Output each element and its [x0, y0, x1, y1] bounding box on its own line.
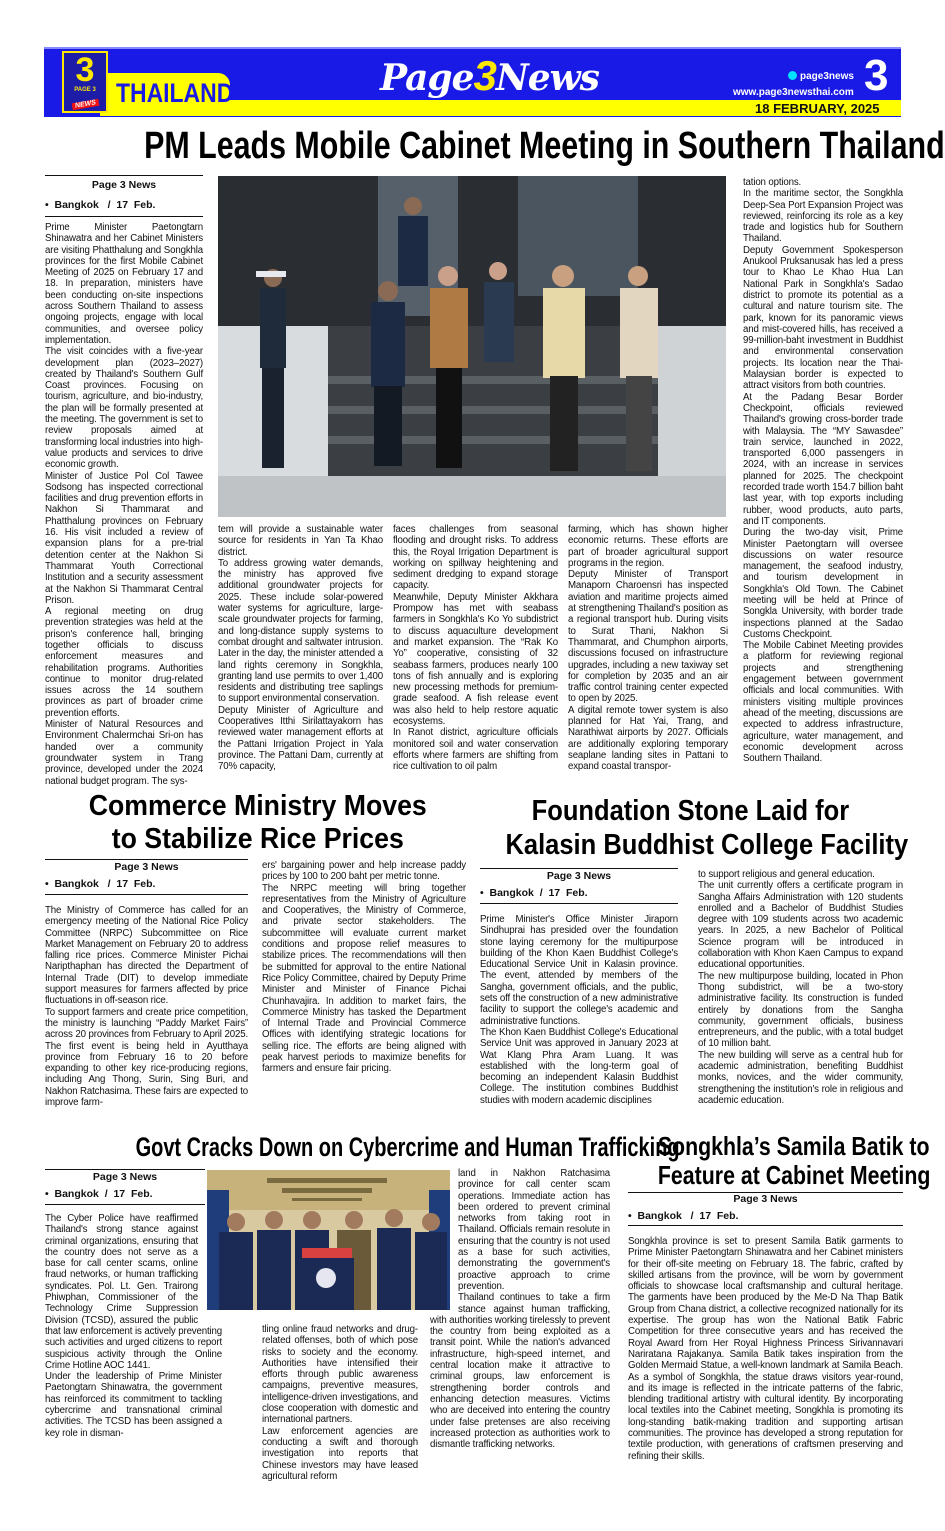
paragraph: faces challenges from seasonal flooding and drought risks. To address this, the Royal Irrigation Department is working on spillway heightening and sediment dredging to expand storage capacity. [393, 524, 558, 592]
paragraph: At the Padang Besar Border Checkpoint, officials reviewed Thailand's growing cross-border trade with Malaysia. The “MY Sawasdee” train service, launched in 2022, transported 6,000 passengers in 2024, with an increase in services planned for 2025. The checkpoint recorded trade worth 154.7 billion baht last year, with top exports including rubber, wood products, auto parts, and IT components. [743, 391, 903, 527]
byline: Page 3 News • Bangkok / 17 Feb. [45, 859, 248, 895]
paragraph: Under the leadership of Prime Minister Paetongtarn Shinawatra, the government has reinforced its commitment to tackling cybercrime and transnational criminal activities. The TCSD has been assigned a key role in disman- [45, 1371, 222, 1439]
cabinet-photo [218, 176, 726, 517]
paragraph: to support religious and general education. [698, 869, 875, 880]
headline-rice: Commerce Ministry Moves to Stabilize Rice Prices [88, 790, 427, 855]
photo-wrap-spacer [430, 1168, 458, 1308]
paragraph: The Khon Kaen Buddhist College's Educational Service Unit was approved in January 2023 at Wat Klang Phra Aram Luang. It was established with the long-term goal of becoming an independent Kalasin Buddhist College. The institution combines Buddhist studies with modern academic disciplines [480, 1026, 678, 1106]
paragraph: land in Nakhon Ratchasima province for call center scam operations. Immediate action has been ordered to prevent criminal networks from taking root in Thailand. Officials remain resolute in ensuring that the country is not used as a base for such activities, demonstrating the government's proactive approach to crime prevention. [458, 1168, 610, 1292]
paragraph: During the two-day visit, Prime Minister Paetongtarn will oversee discussions on water resource management, the seafood industry, and tourism development in Songkhla's Old Town. The Cabinet meeting will be held at Prince of Songkla University, with border trade inspections planned at the Sadao Customs Checkpoint. [743, 527, 903, 640]
social-handle[interactable]: page3news [788, 71, 854, 82]
headline-college: Foundation Stone Laid for Kalasin Buddhist College Facility [505, 795, 909, 861]
article-column [393, 524, 558, 773]
paragraph: The new building will serve as a central hub for academic administration, benefiting Buddhist monks, novices, and the wider community, strengthening the institution's role in religious and academic education. [698, 1049, 903, 1106]
paragraph: To address growing water demands, the ministry has approved five additional groundwater projects for 2025. These include solar-powered water systems for agriculture, large-scale groundwater projects for farming, and long-distance supply systems to combat drought and saltwater intrusion. Later in the day, the minister attended a land rights ceremony in Songkhla, granting land use permits to over 1,400 residents and distributing tree saplings to support environmental conservation. [218, 557, 383, 705]
article-column [262, 1324, 418, 1482]
paragraph: To support farmers and create price competition, the ministry is launching “Paddy Market Fairs” across 20 provinces from February to April 2025. The first event is being held in Ayutthaya province from February 16 to 20 before expanding to other key rice-producing regions, including Ang Thong, Surin, Sing Buri, and Nakhon Ratchasima. These fairs are expected to improve farm- [45, 1006, 248, 1109]
paragraph: In Ranot district, agriculture officials monitored soil and water conservation efforts where farmers are shifting from rice cultivation to oil palm [393, 727, 558, 773]
social-icon [788, 71, 797, 80]
paragraph: tation options. [743, 177, 802, 188]
article-column [262, 860, 466, 1075]
article-column [743, 177, 903, 764]
masthead-title: Page3News [380, 52, 599, 99]
brand-logo: 3 PAGE 3 NEWS [62, 51, 108, 113]
paragraph: A digital remote tower system is also planned for Hat Yai, Trang, and Narathiwat airports by 2027. Officials are additionally exploring temporary seaplane landing sites in Pattani to expand coastal transpor- [568, 704, 728, 773]
paragraph: Thailand continues to take a firm stance against human trafficking, with authorities working tirelessly to prevent the country from being exploited as a transit point. While the nation's advanced infrastructure, high-speed internet, and central location make it attractive to criminal groups, law enforcement is strengthening border controls and enhancing detection measures. Victims who are deceived into entering the country under false pretenses are also receiving increased protection as authorities work to dismantle trafficking networks. [430, 1292, 610, 1451]
paragraph: Deputy Government Spokesperson Anukool Pruksanusak has led a press tour to Khao Le Khao Hua Lan National Park in Songkhla's Sadao district to promote its potential as a cultural and nature tourism site. The park, known for its panoramic views and mist-covered hills, has received a 99-million-baht investment in Buddhist and environmental conservation projects. Its location near the Thai-Malaysian border is expected to attract visitors from both countries. [743, 244, 903, 392]
byline: Page 3 News • Bangkok / 17 Feb. [480, 868, 678, 904]
paragraph: tling online fraud networks and drug-related offenses, both of which pose risks to society and the economy. Authorities have intensified their efforts through public awareness campaigns, preventive measures, intelligence-driven investigations, and close cooperation with domestic and international partners. [262, 1324, 418, 1426]
issue-date: 18 FEBRUARY, 2025 [755, 101, 880, 116]
paragraph: The new multipurpose building, located in Phon Thong subdistrict, will be a two-story administrative facility. Its construction is funded entirely by donations from the Sangha community, government officials, business entrepreneurs, and the public, with a total budget of 10 million baht. [698, 970, 903, 1050]
paragraph: The Cyber Police have reaffirmed Thailand's strong stance against criminal organizations, ensuring that the country does not serve as a base for call center scams, online fraud networks, or human trafficking syndicates. Pol. Lt. Gen. Trairong Phiwphan, Commissioner of the Technology Crime Suppression Division (TCSD), assured the public that law enforcement is actively preventing such activities and urged citizens to report suspicious activity through the Online Crime Hotline AOC 1441. [45, 1213, 222, 1371]
paragraph: A regional meeting on drug prevention strategies was held at the prison's conference hall, bringing together officials to discuss enforcement measures and rehabilitation programs. Authorities continue to monitor drug-related issues across the 14 southern provinces as part of broader crime prevention efforts. [45, 606, 203, 719]
headline-cybercrime: Govt Cracks Down on Cybercrime and Human Trafficking [135, 1132, 680, 1162]
article-column [698, 869, 903, 1106]
section-label: THAILAND [116, 78, 234, 108]
paragraph: Deputy Minister of Agriculture and Cooperatives Itthi Sirilattayakorn has reviewed water management efforts at the Pattani Irrigation Project in Yala province. The Pattani Dam, currently at 70% capacity, [218, 704, 383, 773]
paragraph: Meanwhile, Deputy Minister Akkhara Prompow has met with seabass farmers in Songkhla's Ko Yo subdistrict to discuss aquaculture development and market expansion. The “Rak Ko Yo” cooperative, consisting of 32 seabass farmers, produces nearly 100 tons of fish annually and is exploring new processing methods for premium-grade seafood. A fish release event was also held to help restore aquatic ecosystems. [393, 591, 558, 728]
paragraph: Prime Minister Paetongtarn Shinawatra and her Cabinet Ministers are visiting Phatthalung and Songkhla provinces for the first Mobile Cabinet Meeting of 2025 on February 17 and 18. In preparation, ministers have been conducting on-site inspections across Southern Thailand to assess ongoing projects, engage with local communities, and oversee policy implementation. [45, 222, 203, 346]
paragraph: Minister of Justice Pol Col Tawee Sodsong has inspected correctional facilities and drug prevention efforts in Nakhon Si Thammarat and Phatthalung provinces on February 16. His visit included a review of expansion plans for a pre-trial detention center at the Nakhon Si Thammarat Youth Correctional Institution and a security assessment at the Nakhon Si Thammarat Central Prison. [45, 470, 203, 606]
paragraph: The Mobile Cabinet Meeting provides a platform for reviewing regional projects and strengthening engagement between government officials and local communities. With ministers visiting multiple provinces ahead of the meeting, discussions are expected to address infrastructure, agriculture, water management, and economic development across Southern Thailand. [743, 640, 903, 765]
article-column [45, 222, 203, 787]
website-link[interactable]: www.page3newsthai.com [733, 87, 854, 98]
article-column [480, 914, 678, 1106]
article-column [45, 905, 248, 1108]
paragraph: In the maritime sector, the Songkhla Deep-Sea Port Expansion Project was reviewed, reinforcing its role as a key trade and logistics hub for Southern Thailand. [743, 188, 903, 245]
paragraph: The unit currently offers a certificate program in Sangha Affairs Administration with 120 students enrolled and a Bachelor of Buddhist Studies degree with 109 students across two academic years. In 2025, a new Bachelor of Political Science program will be introduced in collaboration with Khon Kaen Campus to expand educational opportunities. [698, 880, 903, 971]
byline: Page 3 News • Bangkok / 17 Feb. [628, 1192, 903, 1226]
paragraph: The NRPC meeting will bring together representatives from the Ministry of Agriculture and Cooperatives, the Ministry of Commerce, and private sector stakeholders. The subcommittee will evaluate current market conditions and propose relief measures to stabilize prices. The recommendations will then be submitted for approval to the entire National Rice Policy Committee, chaired by Deputy Prime Minister and Minister of Finance Pichai Chunhavajira. In addition to market fairs, the Commerce Ministry has tasked the Department of Internal Trade and Provincial Commerce Offices with identifying strategic locations for selling rice. The efforts are being aligned with peak harvest periods to maximize benefits for farmers and ensure fair pricing. [262, 882, 466, 1075]
paragraph: ers' bargaining power and help increase paddy prices by 100 to 200 baht per metric tonne. [262, 860, 466, 883]
paragraph: The Ministry of Commerce has called for an emergency meeting of the National Rice Policy Committee (NRPC) Subcommittee on Rice Market Management on February 20 to address falling rice prices. Commerce Minister Pichai Naripthaphan has directed the Department of Internal Trade (DIT) to develop immediate support measures for farmers affected by price fluctuations in off-season rice. [45, 905, 248, 1007]
byline: Page 3 News • Bangkok / 17 Feb. [45, 175, 203, 217]
page-number: 3 [864, 51, 889, 100]
paragraph: Law enforcement agencies are conducting a swift and thorough investigation into reports that Chinese investors may have leased agricultural reform [262, 1425, 418, 1482]
article-column [568, 524, 728, 773]
paragraph: Songkhla province is set to present Samila Batik garments to Prime Minister Paetongtarn Shinawatra and her Cabinet ministers for their off-site meeting on February 18. The fabric, crafted by skilled artisans from the province, will be worn by government officials to showcase local craftsmanship and cultural heritage. The garments have been produced by the Me-D Na Thap Batik Group from Chana district, a collective recognized nationally for its expertise. The group has won the National Batik Fabric Competition for three consecutive years and has received the Royal Award from Her Royal Highness Princess Sirivannavari Nariratana Rajakanya. Samila Batik takes inspiration from the Golden Mermaid Statue, a well-known landmark at Samila Beach. As a symbol of Songkhla, the statue draws visitors year-round, and its image is reflected in the intricate patterns of the fabric, blending traditional artistry with cultural identity. By incorporating local textiles into the Cabinet meeting, Songkhla is promoting its long-standing batik-making tradition and supporting artisan communities. The province has developed a strong reputation for textile production, with generations of craftsmen preserving and refining their skills. [628, 1236, 903, 1462]
paragraph: Prime Minister's Office Minister Jiraporn Sindhuprai has presided over the foundation stone laying ceremony for the multipurpose building of the Khon Kaen Buddhist College's Educational Service Unit in Kalasin province. The event, attended by members of the Sangha, government officials, and the public, sets off the construction of a new administrative facility to support the college's academic and administrative functions. [480, 914, 678, 1027]
article-column [218, 524, 383, 773]
police-press-photo [207, 1170, 450, 1310]
paragraph: tem will provide a sustainable water source for residents in Yan Ta Khao district. [218, 524, 383, 558]
article-column [45, 1213, 222, 1439]
paragraph: The visit coincides with a five-year development plan (2023–2027) created by Thailand's Southern Gulf Coast provinces. Focusing on tourism, agriculture, and bio-industry, the plan will be formally presented at the meeting. The government is set to review proposals aimed at transforming local industries into high-value products and services to drive economic growth. [45, 346, 203, 471]
headline-main: PM Leads Mobile Cabinet Meeting in Southern Thailand [144, 125, 945, 167]
article-column [628, 1236, 903, 1462]
byline: Page 3 News • Bangkok / 17 Feb. [45, 1169, 205, 1205]
paragraph: farming, which has shown higher economic returns. These efforts are part of broader agricultural support programs in the region. [568, 524, 728, 569]
article-column [430, 1168, 610, 1450]
headline-batik: Songkhla’s Samila Batik to Feature at Cabinet Meeting [657, 1131, 931, 1190]
paragraph: Minister of Natural Resources and Environment Chalermchai Sri-on has handed over a community groundwater system in Trang province, developed under the 2024 national budget program. The sys- [45, 719, 203, 787]
paragraph: Deputy Minister of Transport Manaporn Charoensri has inspected aviation and maritime projects aimed at strengthening Thailand's position as a regional transport hub. During visits to Surat Thani, Nakhon Si Thammarat, and Chumphon airports, discussions focused on infrastructure upgrades, including a new taxiway set for completion by 2035 and an air traffic control training center expected to open by 2025. [568, 569, 728, 705]
